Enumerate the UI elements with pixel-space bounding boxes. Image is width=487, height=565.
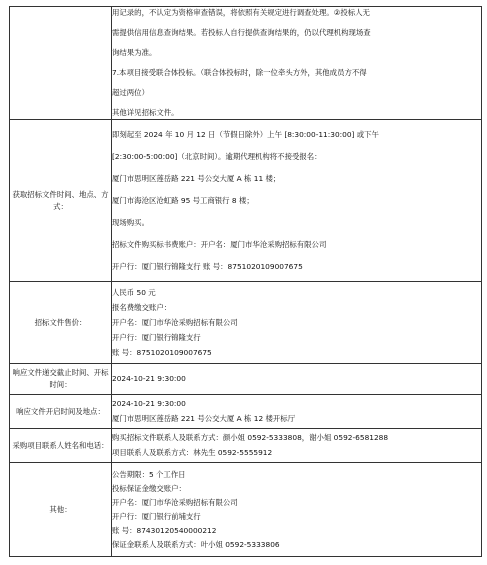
obtain-line: 即刻起至 2024 年 10 月 12 日（节假日除外）上午 [8:30:00-11:30:00] 或下午 [112, 129, 379, 139]
other-line: 账 号：87430120540000212 [112, 525, 217, 535]
row-contacts [10, 429, 482, 463]
price-line: 开户行：厦门银行锦隆支行 [112, 332, 201, 342]
obtain-line: [2:30:00-5:00:00]（北京时间）。逾期代理机构将不接受报名： [112, 151, 322, 161]
price-line: 开户名：厦门市华沧采购招标有限公司 [112, 317, 238, 327]
row-opening-content [112, 395, 482, 429]
price-line: 账 号：8751020109007675 [112, 347, 212, 357]
obtain-line: 厦门市海沧区沧虹路 95 号工商银行 8 楼； [112, 195, 254, 205]
tender-info-table [9, 6, 482, 557]
contacts-line: 项目联系人及联系方式：林先生 0592-5555912 [112, 448, 273, 457]
row-doc-price-content [112, 282, 482, 364]
notes-line: 7.本项目接受联合体投标。（联合体投标时，除一位牵头方外，其他成员方不得 [112, 68, 367, 77]
contacts-line: 购买招标文件联系人及联系方式：颜小姐 0592-5333808，谢小姐 0592-6581288 [112, 433, 389, 442]
notes-line: 用记录的，不认定为资格审查错误，将依照有关规定进行调查处理。②投标人无 [112, 8, 370, 17]
opening-line: 厦门市思明区莲岳路 221 号公交大厦 A 栋 12 楼开标厅 [112, 414, 296, 423]
row-obtain-docs-content [112, 120, 482, 282]
price-line: 人民币 50 元 [112, 287, 156, 297]
notes-line: 超过两位） [112, 88, 149, 97]
row-opening-label: 响应文件开启时间及地点： [10, 395, 112, 429]
row-notes-label [10, 7, 112, 120]
notes-line: 询结果为准。 [112, 48, 157, 57]
other-line: 公告期限：5 个工作日 [112, 469, 186, 479]
notes-line: 需提供信用信息查询结果。若投标人自行提供查询结果的，仍以代理机构现场查 [112, 28, 371, 37]
other-line: 投标保证金缴交账户： [112, 483, 186, 493]
row-notes-content [112, 7, 482, 120]
notes-line: 其他详见招标文件。 [112, 108, 179, 117]
row-obtain-docs [10, 120, 482, 282]
row-doc-price [10, 282, 482, 364]
price-line: 报名费缴交账户： [112, 302, 172, 312]
row-opening [10, 395, 482, 429]
row-doc-price-label: 招标文件售价： [10, 282, 112, 364]
row-other-content [112, 463, 482, 557]
obtain-line: 招标文件购买标书费账户：开户名：厦门市华沧采购招标有限公司 [112, 239, 327, 249]
deadline-line: 2024-10-21 9:30:00 [112, 374, 186, 383]
other-line: 开户行：厦门银行前埔支行 [112, 511, 201, 521]
row-deadline-label: 响应文件递交截止时间、开标时间： [10, 364, 112, 395]
other-line: 开户名：厦门市华沧采购招标有限公司 [112, 497, 238, 507]
obtain-line: 现场购买。 [112, 217, 149, 227]
opening-line: 2024-10-21 9:30:00 [112, 399, 186, 408]
row-notes [10, 7, 482, 120]
row-contacts-label: 采购项目联系人姓名和电话： [10, 429, 112, 463]
row-other-label: 其他： [10, 463, 112, 557]
obtain-line: 开户行：厦门银行锦隆支行 账 号：8751020109007675 [112, 261, 303, 271]
row-contacts-content [112, 429, 482, 463]
other-line: 保证金联系人及联系方式：叶小姐 0592-5333806 [112, 539, 280, 549]
row-obtain-docs-label: 获取招标文件时间、地点、方式： [10, 120, 112, 282]
row-other [10, 463, 482, 557]
obtain-line: 厦门市思明区莲岳路 221 号公交大厦 A 栋 11 楼； [112, 173, 281, 183]
row-deadline [10, 364, 482, 395]
row-deadline-content [112, 364, 482, 395]
